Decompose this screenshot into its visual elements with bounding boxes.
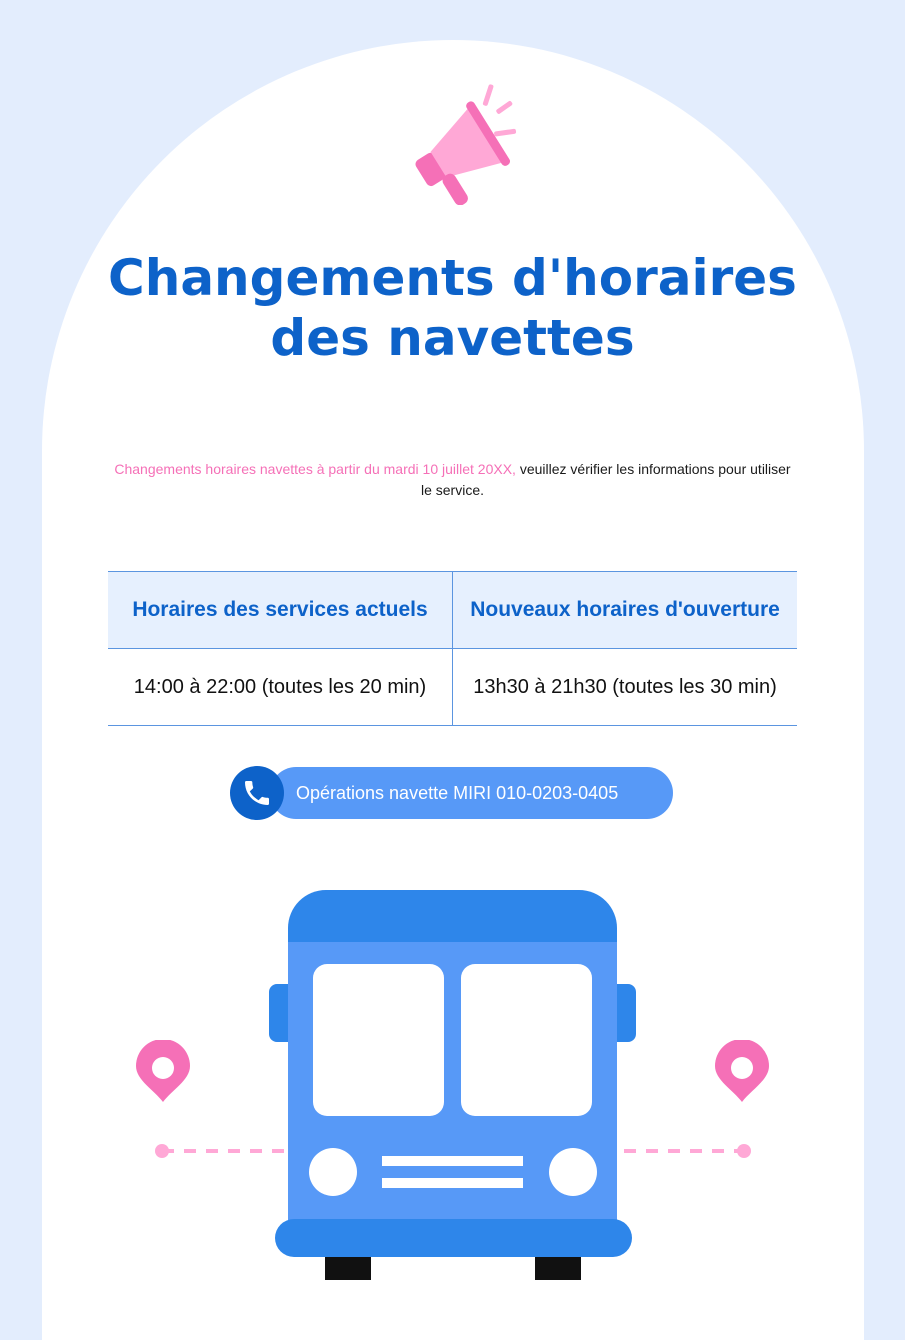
schedule-table xyxy=(108,571,797,726)
bus-icon xyxy=(265,890,640,1280)
page-title xyxy=(0,248,905,368)
title-line-1: Changements d'horaires xyxy=(108,249,797,307)
header-current-hours: Horaires des services actuels xyxy=(108,572,453,649)
notice-rest: veuillez vérifier les informations pour utiliser le service. xyxy=(420,461,791,498)
notice-text xyxy=(110,459,795,501)
route-end-dot xyxy=(737,1144,751,1158)
phone-button[interactable] xyxy=(230,766,284,820)
cell-new-hours: 13h30 à 21h30 (toutes les 30 min) xyxy=(453,649,798,726)
map-pin-icon xyxy=(136,1040,190,1102)
cell-current-hours: 14:00 à 22:00 (toutes les 20 min) xyxy=(108,649,453,726)
table-header-row xyxy=(108,572,797,649)
contact-label: Opérations navette MIRI 010-0203-0405 xyxy=(296,783,619,803)
header-new-hours: Nouveaux horaires d'ouverture xyxy=(453,572,798,649)
phone-icon xyxy=(241,777,273,809)
route-start-dot xyxy=(155,1144,169,1158)
map-pin-icon xyxy=(715,1040,769,1102)
contact-pill[interactable] xyxy=(270,767,673,819)
title-line-2: des navettes xyxy=(270,309,635,367)
megaphone-icon xyxy=(400,80,530,205)
notice-highlight: Changements horaires navettes à partir du mardi 10 juillet 20XX, xyxy=(114,461,516,477)
table-row xyxy=(108,649,797,726)
